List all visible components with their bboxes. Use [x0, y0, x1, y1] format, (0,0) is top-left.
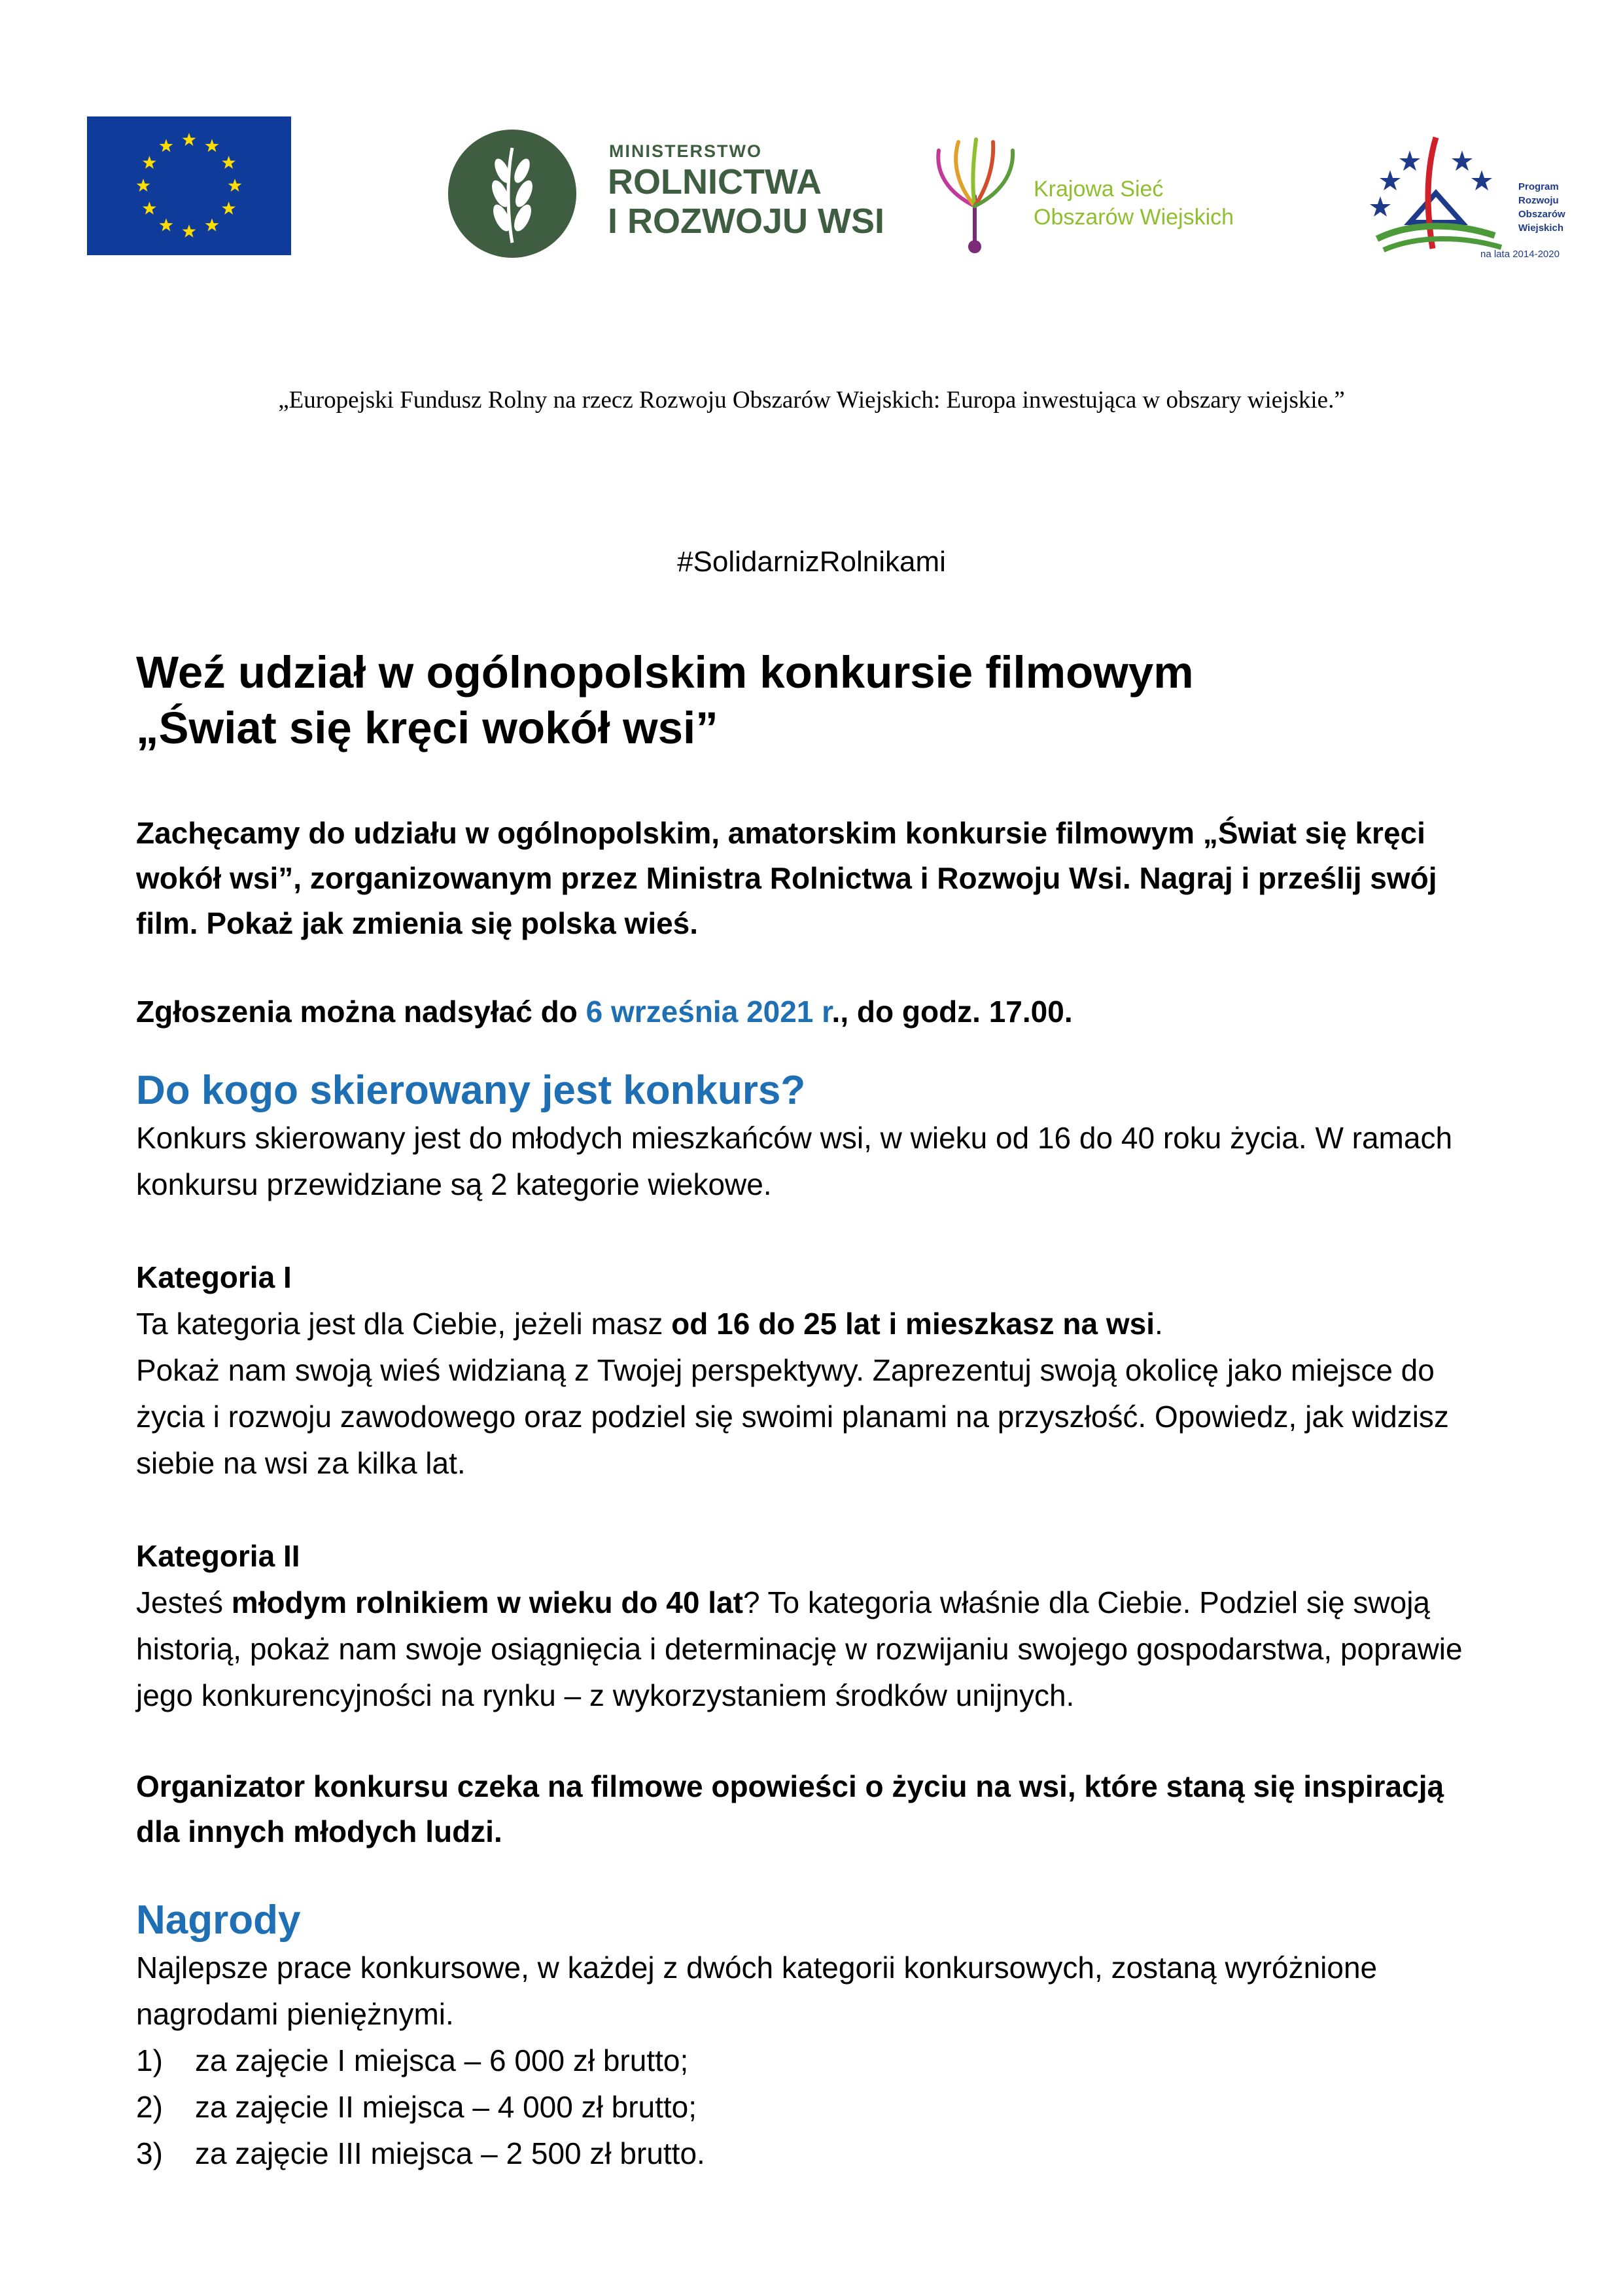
wheat-circle-icon — [447, 128, 578, 259]
page-title — [136, 645, 1490, 756]
target-paragraph: Konkurs skierowany jest do młodych mieszkańców wsi, w wieku od 16 do 40 roku życia. W ramach konkursu przewidziane są 2 kategorie wiekowe. — [136, 1121, 1453, 1201]
category1-intro — [136, 1301, 1490, 1347]
category2-after: ? To kategoria właśnie dla Ciebie. Podziel się swoją historią, pokaż nam swoje osiągnięcia i determinację w rozwijaniu swojego gospodarstwa, poprawie jego konkurencyjności na rynku – z wykorzystaniem środków unijnych. — [136, 1585, 1463, 1712]
tree-icon — [922, 134, 1027, 258]
prow-logo-line: Rozwoju — [1518, 195, 1559, 206]
prow-logo-line: Obszarów — [1518, 209, 1565, 220]
list-item — [136, 2038, 1490, 2084]
page-title-line2: „Świat się kręci wokół wsi” — [136, 703, 718, 753]
deadline-after: ., do godz. 17.00. — [831, 995, 1073, 1029]
list-item-text: za zajęcie II miejsca – 4 000 zł brutto; — [195, 2090, 697, 2124]
deadline-paragraph — [136, 989, 1490, 1034]
prow-logo — [1364, 131, 1586, 262]
ministry-logo-line2: I ROZWOJU WSI — [608, 202, 884, 241]
lead-paragraph: Zachęcamy do udziału w ogólnopolskim, amatorskim konkursie filmowym „Świat się kręci wokół wsi”, zorganizowanym przez Ministra Rolnictwa i Rozwoju Wsi. Nagraj i prześlij swój film. Pokaż jak zmienia się polska wieś. — [136, 816, 1437, 940]
eu-star-icon — [228, 179, 242, 192]
category1-intro-bold: od 16 do 25 lat i mieszkasz na wsi — [671, 1307, 1155, 1341]
prow-logo-line: Wiejskich — [1518, 222, 1564, 234]
prizes-list — [136, 2038, 1490, 2177]
category2-before: Jesteś — [136, 1585, 232, 1619]
prizes-intro: Najlepsze prace konkursowe, w każdej z dwóch kategorii konkursowych, zostaną wyróżnione nagrodami pieniężnymi. — [136, 1951, 1378, 2031]
category1-text: Pokaż nam swoją wieś widzianą z Twojej perspektywy. Zaprezentuj swoją okolicę jako miejsce do życia i rozwoju zawodowego oraz podziel się swoimi planami na przyszłość. Opowiedz, jak widzisz siebie na wsi za kilka lat. — [136, 1353, 1449, 1480]
category1-intro-before: Ta kategoria jest dla Ciebie, jeżeli masz — [136, 1307, 672, 1341]
category2-bold: młodym rolnikiem w wieku do 40 lat — [231, 1585, 743, 1619]
eu-star-icon — [205, 139, 219, 152]
ministry-logo-small: MINISTERSTWO — [609, 141, 762, 161]
closing-paragraph: Organizator konkursu czeka na filmowe opowieści o życiu na wsi, które staną się inspiracją dla innych młodych ludzi. — [136, 1769, 1444, 1848]
list-item-number: 1) — [136, 2043, 163, 2077]
prow-logo-line: Program — [1518, 181, 1559, 192]
ksow-logo — [922, 134, 1249, 258]
page-title-line1: Weź udział w ogólnopolskim konkursie filmowym — [136, 647, 1194, 698]
list-item-text: za zajęcie III miejsca – 2 500 zł brutto. — [195, 2136, 705, 2170]
ministry-logo-line1: ROLNICTWA — [608, 162, 822, 202]
list-item — [136, 2084, 1490, 2130]
eu-star-icon — [222, 202, 236, 215]
ksow-logo-line2: Obszarów Wiejskich — [1034, 205, 1234, 230]
eu-star-icon — [160, 219, 173, 232]
article-body — [136, 645, 1490, 2177]
list-item-number: 3) — [136, 2136, 163, 2170]
eu-star-icon — [205, 219, 219, 232]
prow-logo-text — [1518, 180, 1565, 235]
logo-bar — [0, 0, 1623, 301]
category2-text — [136, 1580, 1490, 1719]
list-item — [136, 2130, 1490, 2177]
section-heading-target: Do kogo skierowany jest konkurs? — [136, 1068, 806, 1113]
eu-star-icon — [137, 179, 150, 192]
eafrd-tagline: „Europejski Fundusz Rolny na rzecz Rozwoju Obszarów Wiejskich: Europa inwestująca w obszary wiejskie.” — [278, 387, 1345, 414]
category1-heading: Kategoria I — [136, 1260, 292, 1294]
ministry-logo — [447, 128, 905, 266]
hashtag: #SolidarnizRolnikami — [677, 546, 946, 578]
eu-star-icon — [160, 139, 173, 152]
deadline-before: Zgłoszenia można nadsyłać do — [136, 995, 586, 1029]
category2-heading: Kategoria II — [136, 1539, 300, 1573]
prow-logo-years: na lata 2014-2020 — [1480, 249, 1560, 260]
eu-flag-icon — [87, 116, 291, 255]
deadline-date: 6 września 2021 r — [585, 995, 832, 1029]
prow-emblem-icon — [1364, 131, 1514, 262]
eu-star-icon — [143, 156, 156, 169]
section-heading-prizes: Nagrody — [136, 1898, 301, 1943]
ksow-logo-line1: Krajowa Sieć — [1034, 177, 1164, 202]
list-item-text: za zajęcie I miejsca – 6 000 zł brutto; — [195, 2043, 689, 2077]
eu-star-icon — [183, 133, 196, 146]
eu-star-icon — [183, 224, 196, 238]
eu-star-icon — [222, 156, 236, 169]
list-item-number: 2) — [136, 2090, 163, 2124]
category1-intro-after: . — [1155, 1307, 1163, 1341]
eu-star-icon — [143, 202, 156, 215]
